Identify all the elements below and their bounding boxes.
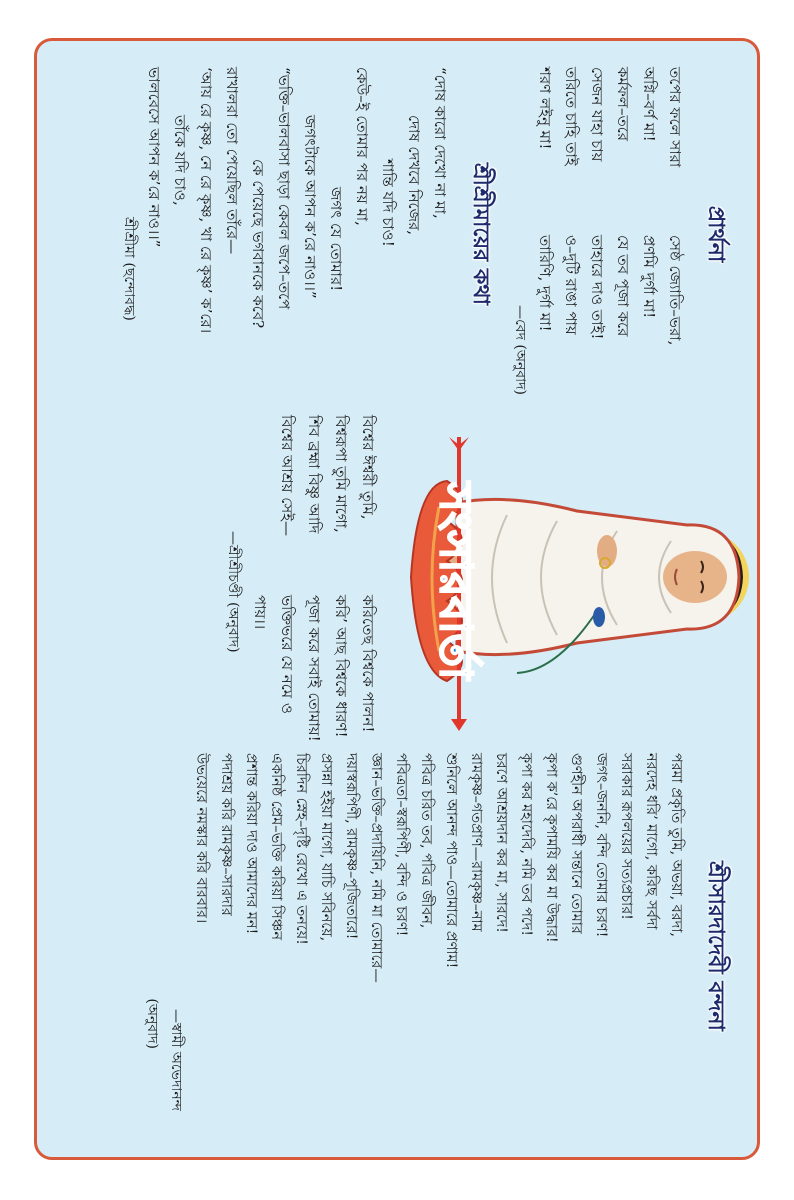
prarthana-line: তরিতে চাহি তাই bbox=[562, 67, 580, 166]
prarthana-line: অগ্নি–বর্ণ মা! bbox=[640, 67, 658, 142]
sarada-line: জগৎ–জননি, বন্দি তোমার চরণ! bbox=[593, 753, 609, 938]
ma-katha-line: “দোষ কারো দেখো না মা, bbox=[431, 67, 449, 219]
ma-katha-line: ভালবেসে আপন ক’রে নাও।।” bbox=[145, 67, 163, 248]
prarthana-line: শরণ লইনু মা! bbox=[536, 67, 554, 150]
chandi-line: বিশ্বরূপা তুমি মাগো, bbox=[332, 415, 350, 533]
ma-katha-line: কেউ–ই তোমার পর নয় মা, bbox=[353, 67, 371, 226]
sarada-line: পদাশ্রয় করি রামকৃষ্ণ–সারদার bbox=[218, 753, 234, 916]
chandi-line: বিশ্বের আশ্রয় সেই— bbox=[278, 415, 296, 537]
sarada-line: চরণে আশ্রয়দান কর মা, সারদে! bbox=[493, 753, 509, 933]
chandi-attribution: —শ্রীশ্রীচণ্ডী (অনুবাদ) bbox=[225, 531, 241, 653]
chandi-line: করিতেছ বিশ্বকে পালন! bbox=[359, 595, 377, 733]
prarthana-line: কর্মফল–তরে bbox=[614, 67, 632, 141]
logo-text: সংসারবার্তা bbox=[430, 482, 481, 680]
chandi-line: পূজা করে সবাই তোমায়! bbox=[305, 595, 323, 742]
prarthana-line: তাহারে দাও তাই! bbox=[588, 235, 606, 340]
sarada-line: পবিত্র চরিত তব, পবিত্র জীবন, bbox=[418, 753, 434, 929]
sarada-bandana-title: শ্রীসারদাদেবী বন্দনা bbox=[703, 861, 729, 1031]
sarada-line: প্রশান্ত করিয়া দাও আমাদের মন! bbox=[243, 753, 259, 935]
prarthana-line: ও–দুটি রাঙা পায় bbox=[562, 235, 580, 335]
sarada-line: সরাকার রূপলয়ের সত্যপ্রচার! bbox=[618, 753, 634, 920]
chandi-line: বিশ্বের ঈশ্বরী তুমি, bbox=[359, 415, 377, 520]
prarthana-line: সেজন যাহা চায় bbox=[588, 67, 606, 162]
sarada-line: শুনিলে আনন্দ পাও—তোমারে প্রণাম! bbox=[443, 753, 459, 969]
sarada-line: একনিষ্ঠ প্রেম–ভক্তি করিয়া সিঞ্চন bbox=[268, 753, 284, 940]
rotated-content bbox=[37, 41, 757, 1157]
ma-katha-line: জগৎ যে তোমার! bbox=[327, 187, 345, 292]
ma-katha-attribution: শ্রীশ্রীমা (ছন্দোবদ্ধ) bbox=[121, 217, 137, 321]
sarada-line: পবিত্রতা–স্বরূপিণী, বন্দি ও চরণ! bbox=[393, 753, 409, 937]
prarthana-title: প্রার্থনা bbox=[703, 205, 729, 263]
book-page-card bbox=[34, 38, 760, 1160]
prarthana-verse bbox=[532, 67, 688, 401]
left-column bbox=[37, 41, 757, 411]
chandi-line: ভক্তিভরে যে নমে ও পায়।। bbox=[251, 595, 296, 714]
sarada-line: কৃপা ক’রে কৃপাময়ি কর মা উদ্ধার! bbox=[543, 753, 559, 943]
prarthana-line: তারিণি, দুর্গা মা! bbox=[536, 235, 554, 332]
sarada-bandana-verse bbox=[188, 753, 688, 1139]
sarada-line: পরমা প্রকৃতি তুমি, অভয়া, বরদা, bbox=[668, 753, 684, 937]
prarthana-attribution: —বেদ (অনুবাদ) bbox=[512, 305, 528, 395]
sarada-line: গুণহীন অপরাধী সন্তানে তোমার bbox=[568, 753, 584, 934]
ma-katha-line: তাঁকে যদি চাও, bbox=[171, 115, 189, 206]
right-column bbox=[37, 743, 757, 1153]
sarada-line: জ্ঞান–ভক্তি–প্রদায়িনি, নমি মা তোমারে— bbox=[368, 753, 384, 983]
prarthana-line: সেষ্ঠ জ্যোতি–ভরা, bbox=[666, 235, 684, 346]
chandi-verse bbox=[246, 411, 381, 743]
sarada-line: চিরদিন স্নেহ–দৃষ্টি রেখো এ তনয়ে! bbox=[293, 753, 309, 945]
ma-katha-line: কে পেয়েছে ভগবানকে কবে? bbox=[249, 159, 267, 329]
sarada-line: দয়াস্বরূপিণী, রামকৃষ্ণ–পূজিতারে! bbox=[343, 753, 359, 940]
ma-katha-line: ‘আয় রে কৃষ্ণ, নে রে কৃষ্ণ, খা রে কৃষ্ণ’ ক’রে। bbox=[197, 67, 215, 334]
sarada-line: নরদেহ ধরি’ মাগো, করিছ সর্বদা bbox=[643, 753, 659, 930]
prarthana-line: তপের ফলে সারা bbox=[666, 67, 684, 168]
sarada-line: কৃপা কর মহাদেবি, নমি তব পদে! bbox=[518, 753, 534, 937]
middle-column bbox=[37, 411, 757, 743]
sarada-attribution-author: —স্বামী অভেদানন্দ bbox=[168, 1009, 184, 1111]
ma-katha-line: শান্তি যদি চাও! bbox=[379, 159, 397, 247]
ma-katha-line: দোষ দেখবে নিজের, bbox=[405, 115, 423, 236]
prarthana-line: যে তব পূজা করে bbox=[614, 235, 632, 337]
prarthana-line: প্রণমি দুর্গা মা! bbox=[640, 235, 658, 319]
chandi-verse-block bbox=[220, 411, 381, 743]
sarada-line: রামকৃষ্ণ–গতপ্রাণ—রামকৃষ্ণ–নাম bbox=[468, 753, 484, 932]
ma-katha-verse bbox=[141, 67, 453, 401]
ma-katha-title: শ্রীশ্রীমায়ের কথা bbox=[468, 163, 494, 305]
ma-katha-line: “ভক্তি–ভালবাসা ছাড়া কেবল জপে–তপে bbox=[275, 67, 293, 310]
sarada-line: প্রসন্না হইয়া মাগো, যাচি সবিনয়ে, bbox=[318, 753, 334, 942]
chandi-line: করি’ আছ বিশ্বকে ধারণ! bbox=[332, 595, 350, 738]
chandi-line: শিব ব্রহ্মা বিষ্ণু আদি bbox=[305, 415, 323, 534]
sarada-line: উভয়েরে নমস্কার করি বারবার। bbox=[193, 753, 209, 924]
ma-katha-line: রাখালরা তো পেয়েছিল তাঁরে— bbox=[223, 67, 241, 255]
ma-katha-line: জগৎটাকে আপন ক’রে নাও।।” bbox=[301, 115, 319, 299]
watermark-logo bbox=[413, 431, 503, 731]
sarada-attribution-note: (অনুবাদ) bbox=[144, 998, 160, 1049]
